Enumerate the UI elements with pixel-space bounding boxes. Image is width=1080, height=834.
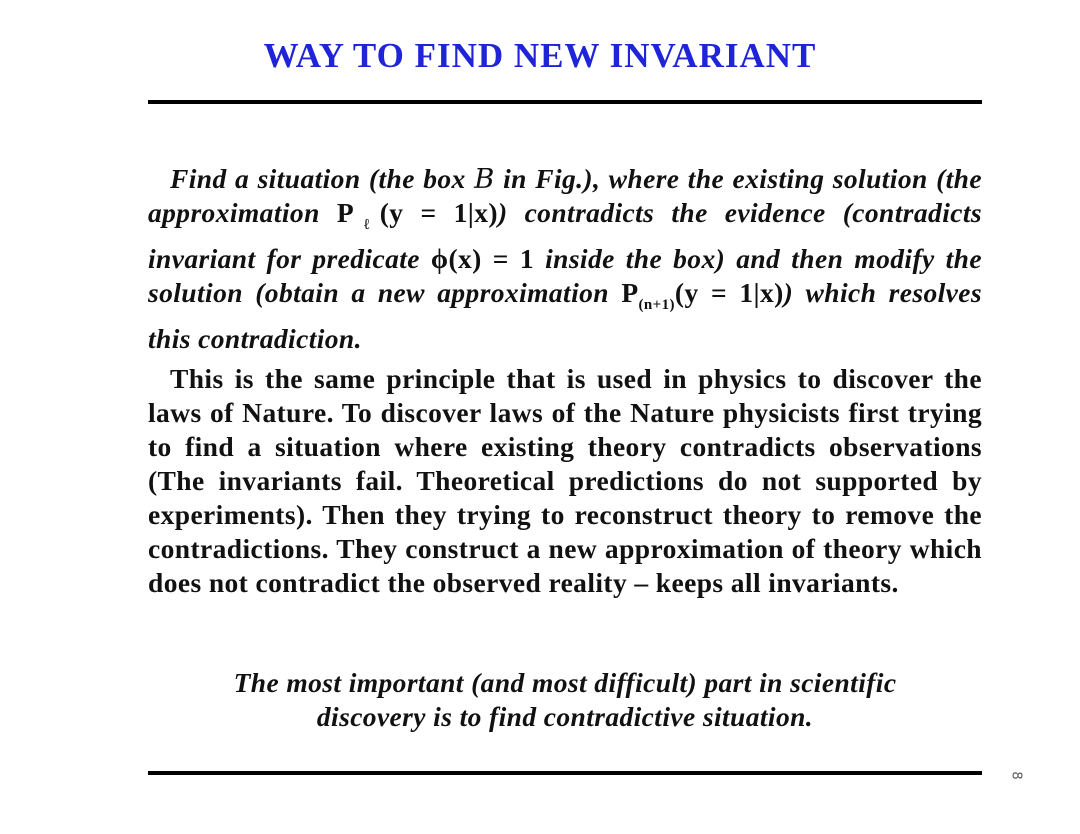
conclusion-line-2: discovery is to find contradictive situation. xyxy=(316,701,814,732)
formula-expression-2: (y = 1|x) xyxy=(674,277,784,308)
slide-title: WAY TO FIND NEW INVARIANT xyxy=(263,36,817,75)
conclusion-line-1: The most important (and most difficult) part in scientific xyxy=(233,667,897,698)
para1-text-5: ) which resolves this contradiction. xyxy=(148,277,982,354)
paragraph-physics-analogy: This is the same principle that is used in physics to discover the laws of Nature. To discover laws of the Nature physicists first trying to find a situation where existing theory contradicts observations (The invariants fail. Theoretical predictions do not supported by experiments). Then they trying to reconstruct theory to remove the contradictions. They construct a new approximation of theory which does not contradict the observed reality – keeps all invariants. xyxy=(148,363,982,598)
paragraph-conclusion xyxy=(148,666,982,734)
box-symbol: B xyxy=(474,163,495,195)
para1-text-2: in Fig.), where the existing solution (the approximation xyxy=(148,163,982,228)
approximation-formula xyxy=(336,197,498,233)
formula-subscript-2: (n+1) xyxy=(638,297,675,313)
formula-subscript-1: ℓ xyxy=(354,217,380,233)
formula-p-2: P xyxy=(621,277,639,308)
page-number: 8 xyxy=(1008,771,1024,780)
para1-text-1: Find a situation (the box xyxy=(170,163,475,194)
formula-p-1: P xyxy=(336,197,355,228)
para1-text-4: inside the box) and then modify the solution (obtain a new approximation xyxy=(148,243,982,308)
formula-expression-1: (y = 1|x) xyxy=(379,197,498,228)
new-approximation-formula xyxy=(621,277,784,313)
top-divider xyxy=(148,100,982,104)
paragraph-method xyxy=(148,162,982,356)
bottom-divider xyxy=(148,771,982,775)
para1-text-3: ) contradicts the evidence (contradicts invariant for predicate xyxy=(148,197,982,274)
predicate-formula: ϕ(x) = 1 xyxy=(430,243,535,274)
